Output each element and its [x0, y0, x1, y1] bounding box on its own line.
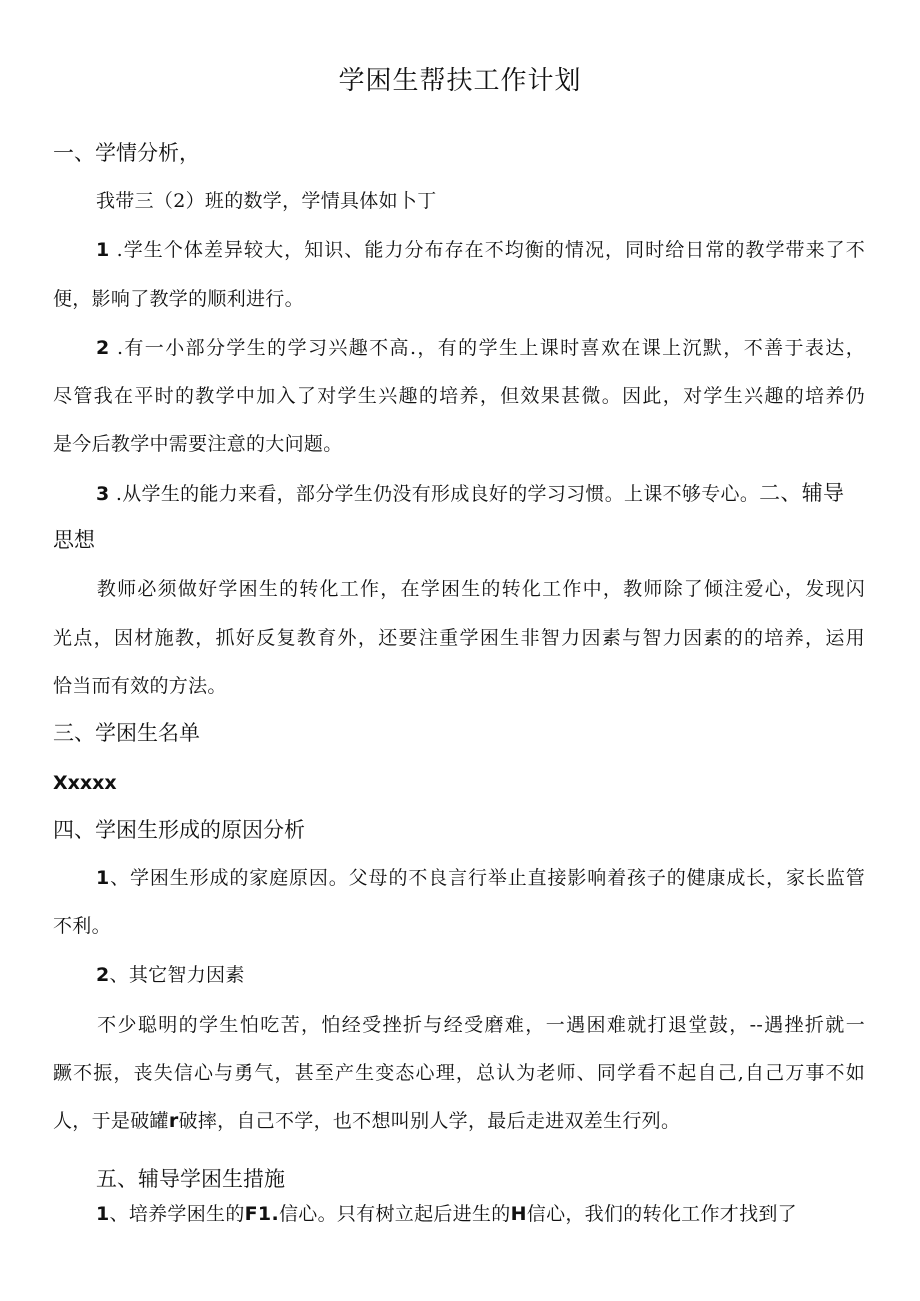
student-names: Xxxxx	[53, 772, 117, 794]
paragraph-line	[53, 237, 865, 263]
paragraph-text: r	[168, 1110, 179, 1132]
intro-text: 我带三（2）班的数学，学情具体如卜丁	[96, 190, 437, 212]
list-number: 1	[96, 239, 110, 261]
paragraph-text: 人，于是破罐	[53, 1110, 169, 1132]
document-title: 学困生帮扶工作计划	[338, 66, 582, 96]
paragraph-text: .有一小部分学生的学习兴趣不高.，有的学生上课时喜欢在课上沉默，不善于表达，	[116, 337, 865, 359]
paragraph-text: 信心。只有树立起后进生的	[278, 1203, 511, 1225]
paragraph-text: 不少聪明的学生怕吃苦，怕经受挫折与经受磨难，一遇困难就打退堂鼓，--遇挫折就一	[96, 1014, 865, 1036]
section-heading-name-list: 三、学困生名单	[53, 721, 200, 745]
paragraph-text: 信心，我们的转化工作才找到了	[526, 1203, 797, 1225]
paragraph-line: 光点，因材施教，抓好反复教育外，还要注重学困生非智力因素与智力因素的的培养，运用	[53, 627, 865, 649]
list-number: 2	[96, 964, 110, 986]
paragraph-line: 蹶不振，丧失信心与勇气，甚至产生变态心理，总认为老师、同学看不起自己,自己万事不如	[53, 1062, 865, 1084]
list-number: 3	[96, 483, 110, 505]
section-heading-causes: 四、学困生形成的原因分析	[53, 818, 305, 842]
paragraph-line	[53, 1108, 680, 1134]
paragraph-line: 尽管我在平时的教学中加入了对学生兴趣的培养，但效果甚微。因此，对学生兴趣的培养仍	[53, 385, 865, 407]
paragraph-text: H	[510, 1203, 527, 1225]
list-number: 2	[96, 337, 110, 359]
paragraph-line	[96, 480, 844, 507]
paragraph-line	[53, 865, 865, 891]
section-heading-analysis: 一、学情分析，	[53, 141, 200, 165]
paragraph-text: .从学生的能力来看，部分学生仍没有形成良好的学习习惯。上课不够专心。	[115, 483, 760, 505]
paragraph-line	[96, 962, 245, 988]
section-intro	[96, 188, 437, 214]
paragraph-text: 、其它智力因素	[109, 964, 245, 986]
paragraph-line: 便，影响了教学的顺利进行。	[53, 288, 304, 310]
paragraph-line	[53, 576, 865, 602]
paragraph-text: 、学困生形成的家庭原因。父母的不良言行举止直接影响着孩子的健康成长，家长监管	[109, 867, 865, 889]
list-number: 1	[96, 867, 110, 889]
paragraph-text: 教师必须做好学困生的转化工作，在学困生的转化工作中，教师除了倾注爱心，发现闪	[96, 578, 865, 600]
list-number: 1	[96, 1203, 110, 1225]
paragraph-line: 是今后教学中需要注意的大问题。	[53, 433, 343, 455]
paragraph-text: 破摔，自己不学，也不想叫别人学，最后走进双差生行列。	[178, 1110, 681, 1132]
paragraph-line	[96, 1201, 797, 1227]
paragraph-line: 不利。	[53, 915, 111, 937]
section-heading-guidance-part1: 二、辅导	[759, 481, 845, 505]
paragraph-line	[53, 335, 865, 361]
section-heading-measures: 五、辅导学困生措施	[96, 1167, 285, 1191]
paragraph-text: 、培养学困生的	[109, 1203, 245, 1225]
paragraph-line	[53, 1012, 865, 1038]
paragraph-text: .学生个体差异较大，知识、能力分布存在不均衡的情况，同时给日常的教学带来了不	[116, 239, 865, 261]
paragraph-line: 恰当而有效的方法。	[53, 675, 227, 697]
paragraph-text: F1.	[244, 1203, 279, 1225]
section-heading-guidance-part2: 思想	[53, 528, 95, 552]
